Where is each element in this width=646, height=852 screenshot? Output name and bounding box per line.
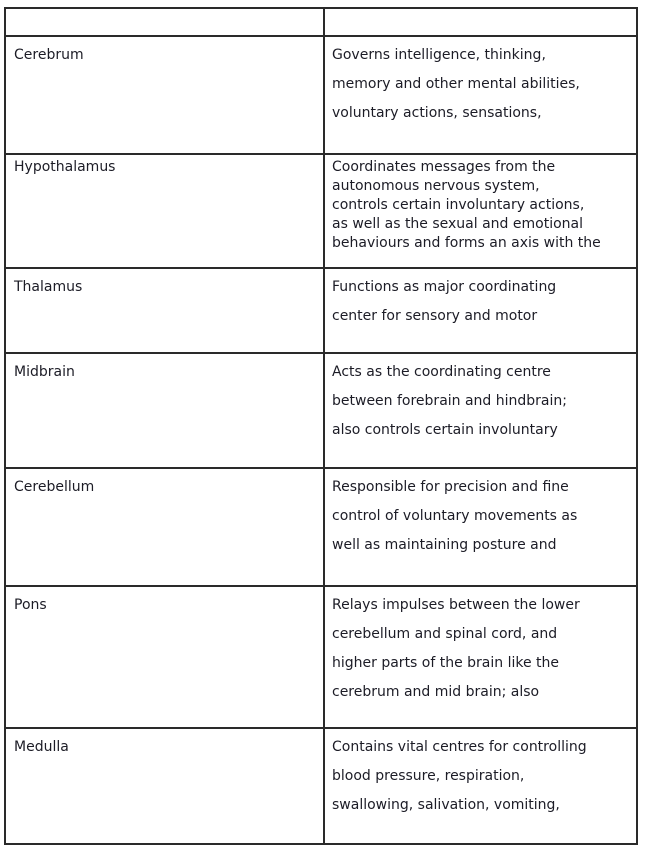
brain-part-function	[325, 269, 636, 352]
function-line: memory and other mental abilities,	[332, 76, 580, 92]
clipped-text-block	[332, 158, 632, 251]
table-row-hypothalamus	[6, 153, 636, 267]
function-line: well as maintaining posture and	[332, 537, 557, 553]
table-row-thalamus	[6, 267, 636, 352]
function-line: cerebrum and mid brain; also	[332, 684, 540, 700]
brain-part-function	[325, 354, 636, 467]
function-line: autonomous nervous system,	[332, 178, 540, 194]
brain-part-name: Hypothalamus	[6, 155, 325, 267]
brain-part-name: Pons	[6, 587, 325, 727]
function-line: voluntary actions, sensations,	[332, 105, 542, 121]
function-line: Contains vital centres for controlling	[332, 739, 587, 755]
function-line: also controls certain involuntary	[332, 422, 558, 438]
brain-part-name: Midbrain	[6, 354, 325, 467]
brain-part-function	[325, 587, 636, 727]
function-line: blood pressure, respiration,	[332, 768, 525, 784]
brain-part-name: Medulla	[6, 729, 325, 843]
function-line: Governs intelligence, thinking,	[332, 47, 546, 63]
function-line: swallowing, salivation, vomiting,	[332, 797, 560, 813]
table-header-row	[6, 9, 636, 35]
brain-part-function	[325, 729, 636, 843]
table-row-medulla	[6, 727, 636, 843]
function-line: higher parts of the brain like the	[332, 655, 560, 671]
function-line: Functions as major coordinating	[332, 279, 557, 295]
function-line: Coordinates messages from the	[332, 159, 556, 175]
header-cell-left	[6, 9, 325, 35]
function-line-clipped: behaviours and forms an axis with the	[332, 235, 601, 251]
table-row-cerebellum	[6, 467, 636, 585]
table-row-midbrain	[6, 352, 636, 467]
brain-part-name: Thalamus	[6, 269, 325, 352]
function-line: control of voluntary movements as	[332, 508, 578, 524]
table-row-pons	[6, 585, 636, 727]
brain-part-function	[325, 155, 636, 267]
table-row-cerebrum	[6, 35, 636, 153]
function-line: center for sensory and motor	[332, 308, 538, 324]
brain-part-function	[325, 37, 636, 153]
function-line: controls certain involuntary actions,	[332, 197, 585, 213]
function-line: Responsible for precision and fine	[332, 479, 569, 495]
brain-part-name: Cerebrum	[6, 37, 325, 153]
function-line: as well as the sexual and emotional	[332, 216, 583, 232]
function-line: Acts as the coordinating centre	[332, 364, 551, 380]
function-line: between forebrain and hindbrain;	[332, 393, 567, 409]
function-line: cerebellum and spinal cord, and	[332, 626, 558, 642]
function-line: Relays impulses between the lower	[332, 597, 580, 613]
brain-parts-table	[4, 7, 638, 845]
brain-part-function	[325, 469, 636, 585]
header-cell-right	[325, 9, 636, 35]
brain-part-name: Cerebellum	[6, 469, 325, 585]
